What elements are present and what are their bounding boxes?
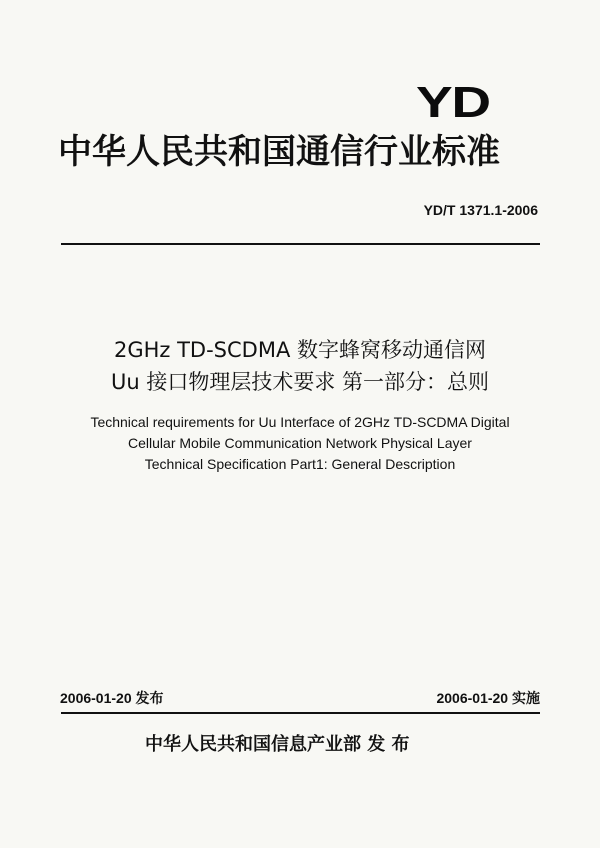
issuing-authority: 中华人民共和国信息产业部 发 布: [145, 734, 410, 755]
publish-date: 2006-01-20 发布: [60, 690, 164, 706]
english-title-line-3: Technical Specification Part1: General Description: [144, 456, 456, 472]
yd-logo: YD: [416, 78, 490, 127]
standard-number: YD/T 1371.1-2006: [423, 202, 538, 218]
organization-title: 中华人民共和国通信行业标准: [58, 132, 500, 172]
english-title-line-2: Cellular Mobile Communication Network Physical Layer: [128, 435, 472, 451]
header-divider: [61, 243, 540, 245]
chinese-title-line-2: Uu 接口物理层技术要求 第一部分：总则: [110, 370, 490, 394]
footer-divider: [61, 712, 540, 714]
english-title-line-1: Technical requirements for Uu Interface of 2GHz TD-SCDMA Digital: [90, 414, 510, 430]
implementation-date: 2006-01-20 实施: [436, 690, 540, 706]
chinese-title-line-1: 2GHz TD-SCDMA 数字蜂窝移动通信网: [113, 338, 487, 362]
